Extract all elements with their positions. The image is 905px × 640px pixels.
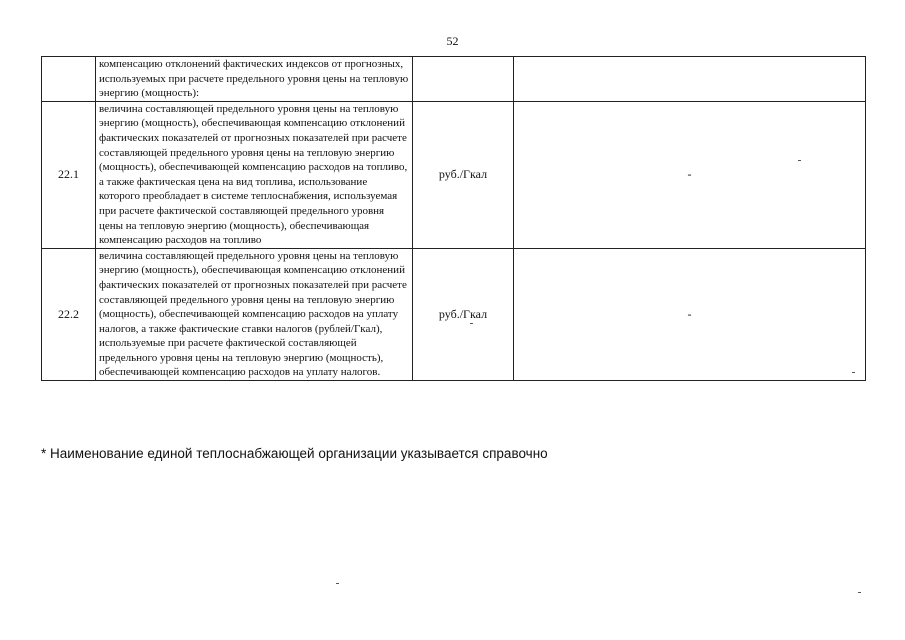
row-value-cell: - <box>514 101 866 248</box>
table-row <box>42 57 866 102</box>
row-value-cell <box>514 57 866 102</box>
row-value-cell: - <box>514 248 866 380</box>
row-unit-cell: руб./Гкал <box>413 101 514 248</box>
page-number: 52 <box>446 34 459 48</box>
table-row <box>42 101 866 248</box>
row-description-cell: компенсацию отклонений фактических индексов от прогнозных, используемых при расчете предельного уровня цены на тепловую энергию (мощность): <box>96 57 413 102</box>
scan-speck <box>336 583 339 584</box>
footnote: * Наименование единой теплоснабжающей организации указывается справочно <box>41 446 548 461</box>
row-unit-cell: руб./Гкал <box>413 248 514 380</box>
tariff-table <box>41 56 866 381</box>
scan-speck <box>852 372 855 373</box>
row-number-cell <box>42 57 96 102</box>
table-row <box>42 248 866 380</box>
row-number-cell: 22.1 <box>42 101 96 248</box>
row-description-cell: величина составляющей предельного уровня цены на тепловую энергию (мощность), обеспечивающая компенсацию отклонений фактических показателей от прогнозных показателей при расчете составляющей предельного уровня цены на тепловую энергию (мощность), обеспечивающей компенсацию расходов на уплату налогов, а также фактические ставки налогов (рублей/Гкал), используемые при расчете фактической составляющей предельного уровня цены на тепловую энергию (мощность), обеспечивающей компенсацию расходов на уплату налогов. <box>96 248 413 380</box>
scan-speck <box>798 160 801 161</box>
row-number-cell: 22.2 <box>42 248 96 380</box>
row-description-cell: величина составляющей предельного уровня цены на тепловую энергию (мощность), обеспечивающая компенсацию отклонений фактических показателей от прогнозных показателей при расчете составляющей предельного уровня цены на тепловую энергию (мощность), обеспечивающей компенсацию расходов на топливо, а также фактическая цена на вид топлива, использование которого преобладает в системе теплоснабжения, используемая при расчете фактической составляющей предельного уровня цены на тепловую энергию (мощность), обеспечивающая компенсацию расходов на топливо <box>96 101 413 248</box>
row-unit-cell <box>413 57 514 102</box>
scan-speck <box>470 323 473 324</box>
scan-speck <box>858 592 861 593</box>
